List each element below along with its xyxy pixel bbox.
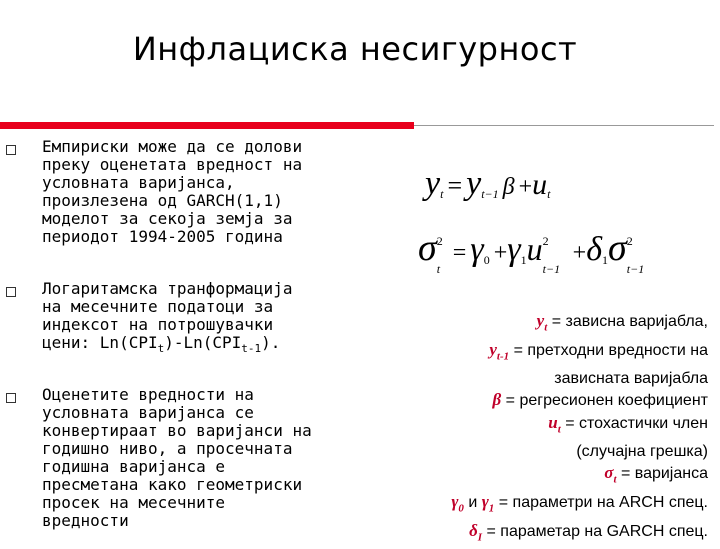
- slide-title: Инфлациска несигурност: [132, 30, 578, 68]
- legend-line: $y_{t-1}$ = претходни вредности на: [489, 339, 708, 363]
- variable-legend: [368, 310, 708, 549]
- title-underline-thin: [414, 125, 714, 126]
- legend-line: $\gamma_0$ и $\gamma_1$ = параметри на ARCH спец.: [451, 492, 708, 515]
- bullet-square-icon: [6, 145, 16, 155]
- legend-line: $y_t$ = зависна варијабла,: [536, 311, 708, 334]
- title-underline-accent: [0, 122, 414, 129]
- legend-line: зависната варијабла: [554, 369, 708, 387]
- bullet-square-icon: [6, 287, 16, 297]
- legend-line: $\delta_I$ = параметар на GARCH спец.: [469, 520, 708, 544]
- legend-line: (случајна грешка): [576, 442, 708, 460]
- legend-line: $\sigma_t$ = варијанса: [604, 463, 708, 486]
- legend-line: β = регресионен коефициент: [492, 390, 708, 410]
- bullet-text-1: Емпириски може да се долови преку оценетата вредност на условната варијанса, произлезена од GARCH(1,1) моделот за секоја земја за периодот 1994-2005 година: [42, 137, 303, 246]
- bullet-text-2: Логаритамска транформација на месечните податоци за индексот на потрошувачки цени: $Ln(CPI_t)-Ln(CPI_{t-1})$.: [42, 279, 293, 356]
- legend-line: $u_t$ = стохастички член: [548, 412, 708, 436]
- bullet-text-3: Оценетите вредности на условната варијанса се конвертираат во варијанси на годишно ниво, а просечната годишна варијанса е пресметана како геометриски просек на месечните вредности: [42, 385, 312, 530]
- formula-variance-equation: σ 2 t = $\gamma_0 +\gamma_1u$ 2 t−1 $+\delta_1\sigma$ 2 t−1: [418, 227, 645, 276]
- formula-mean-equation: $y_t = y_{t-1}$ $\beta +u_t$: [425, 165, 551, 202]
- bullet-square-icon: [6, 393, 16, 403]
